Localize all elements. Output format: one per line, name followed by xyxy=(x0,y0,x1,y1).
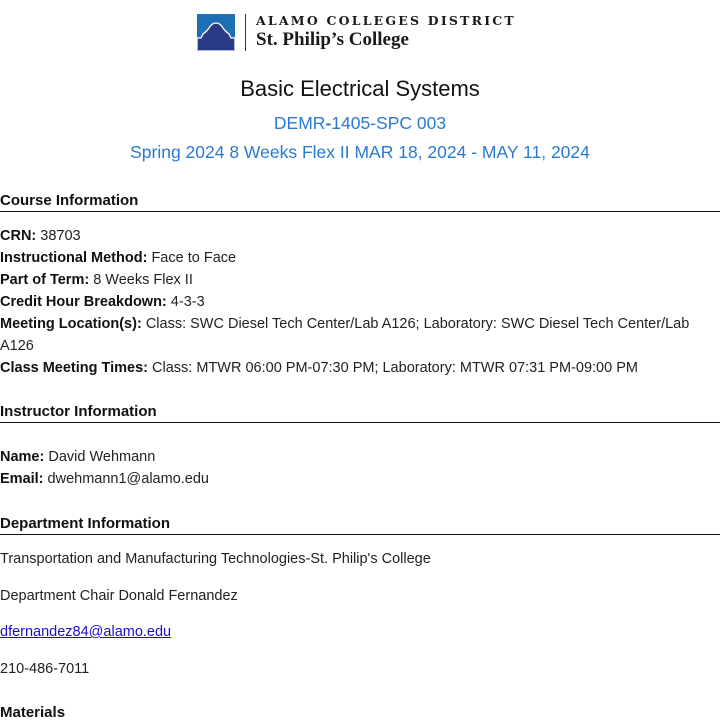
college-name: St. Philip’s College xyxy=(256,29,409,51)
department-name: Transportation and Manufacturing Technologies-St. Philip's College xyxy=(0,551,431,567)
credit-hour-row xyxy=(0,291,715,313)
alamo-arch-icon xyxy=(197,14,235,51)
course-code xyxy=(0,113,720,134)
field-value: 38703 xyxy=(40,228,81,244)
field-value: Class: MTWR 06:00 PM-07:30 PM; Laboratory: MTWR 07:31 PM-09:00 PM xyxy=(152,360,638,376)
materials-heading: Materials xyxy=(0,704,66,720)
course-information-heading: Course Information xyxy=(0,192,720,212)
field-value: 4-3-3 xyxy=(170,294,205,310)
field-label: CRN: xyxy=(0,228,37,244)
instructor-name-row xyxy=(0,446,715,468)
course-code-prefix: DEMR xyxy=(273,113,326,133)
field-value: Face to Face xyxy=(151,250,237,266)
instructor-email-row xyxy=(0,468,715,490)
field-label: Part of Term: xyxy=(0,272,90,288)
crn-row xyxy=(0,225,715,247)
district-name: ALAMO COLLEGES DISTRICT xyxy=(256,12,516,28)
chair-email-row xyxy=(0,621,715,643)
field-label: Instructional Method: xyxy=(0,250,148,266)
field-label: Credit Hour Breakdown: xyxy=(0,294,167,310)
logo-wordmark xyxy=(256,12,516,51)
meeting-location-row xyxy=(0,313,715,357)
college-logo xyxy=(197,13,525,51)
field-value: 8 Weeks Flex II xyxy=(93,272,193,288)
field-label: Name: xyxy=(0,449,45,465)
instructor-information-heading: Instructor Information xyxy=(0,403,720,423)
course-code-section: 1405-SPC 003 xyxy=(331,113,447,133)
department-information-heading: Department Information xyxy=(0,515,720,535)
field-value: dwehmann1@alamo.edu xyxy=(47,471,209,487)
field-value: Class: SWC Diesel Tech Center/Lab A126; Laboratory: SWC Diesel Tech Center/Lab A126 xyxy=(0,316,690,354)
field-label: Email: xyxy=(0,471,44,487)
course-title: Basic Electrical Systems xyxy=(240,76,480,101)
field-value: David Wehmann xyxy=(48,449,156,465)
field-label: Meeting Location(s): xyxy=(0,316,142,332)
part-of-term-row xyxy=(0,269,715,291)
department-chair: Department Chair Donald Fernandez xyxy=(0,588,238,604)
chair-email-link[interactable]: dfernandez84@alamo.edu xyxy=(0,624,172,640)
logo-divider xyxy=(245,14,246,51)
term-dates: Spring 2024 8 Weeks Flex II MAR 18, 2024 - MAY 11, 2024 xyxy=(130,142,590,162)
instructional-method-row xyxy=(0,247,715,269)
course-code-dash: - xyxy=(325,113,332,133)
department-phone: 210-486-7011 xyxy=(0,661,90,677)
meeting-times-row xyxy=(0,357,715,379)
field-label: Class Meeting Times: xyxy=(0,360,149,376)
